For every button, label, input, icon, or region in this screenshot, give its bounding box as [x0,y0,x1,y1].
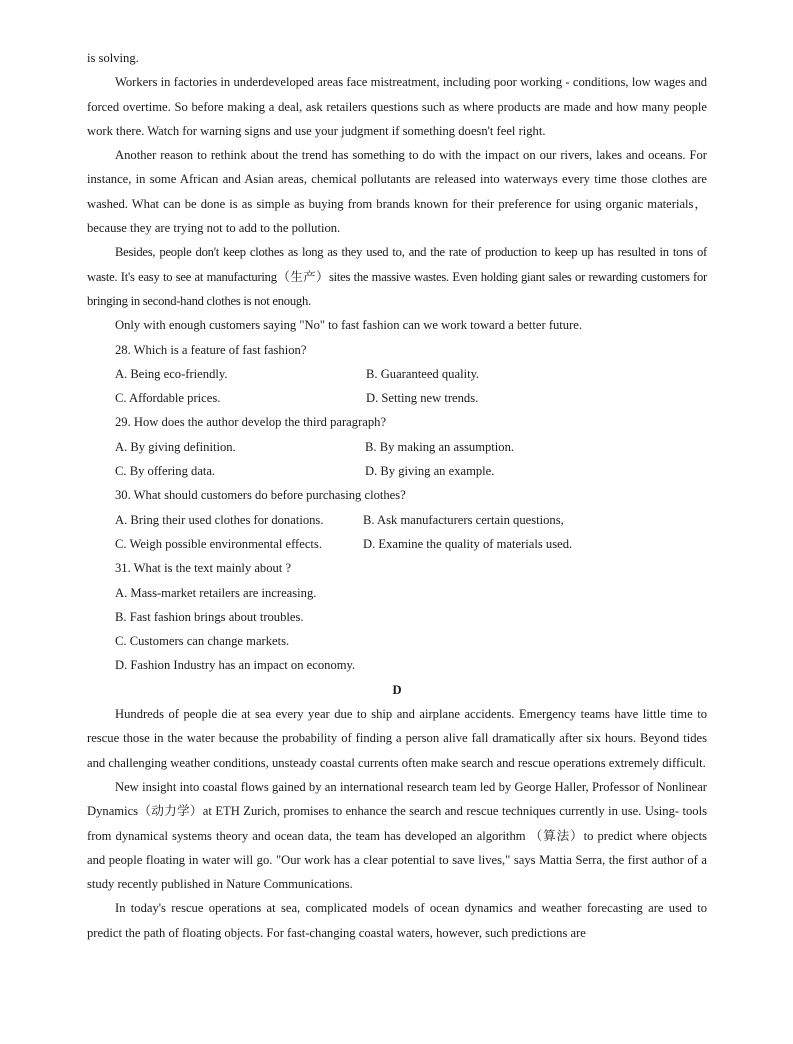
question-stem: 29. How does the author develop the third paragraph? [115,415,387,430]
option-c[interactable]: C. Affordable prices. [115,391,221,406]
option-d[interactable]: D. Examine the quality of materials used. [363,536,573,551]
option-b[interactable]: B. By making an assumption. [365,439,515,454]
question-stem: 31. What is the text mainly about ? [115,561,292,576]
passage-c-paragraph-2: Another reason to rethink about the trend has something to do with the impact on our rivers, lakes and oceans. For instance, in some African and Asian areas, chemical pollutants are released into waterways every time those clothes are washed. What can be done is as simple as buying from brands known for their preference for using organic materials， because they are trying not to add to the pollution. [87,148,707,236]
option-b[interactable]: B. Ask manufacturers certain questions, [363,512,564,527]
section-heading: D [392,682,402,697]
question-stem: 28. Which is a feature of fast fashion? [115,342,307,357]
passage-c-paragraph-3: Besides, people don't keep clothes as long as they used to, and the rate of production to keep up has resulted in tons of waste. It's easy to see at manufacturing（生产）sites the massive wastes. Even holding giant sales or rewarding customers for bringing in second-hand clothes is not enough. [87,245,707,308]
option-c[interactable]: C. Customers can change markets. [115,634,290,649]
question-29 [87,410,707,483]
option-d[interactable]: D. By giving an example. [365,464,495,479]
option-a[interactable]: A. Mass-market retailers are increasing. [115,585,317,600]
passage-c-paragraph-4: Only with enough customers saying "No" to fast fashion can we work toward a better future. [115,318,583,333]
passage-d-paragraph-1: Hundreds of people die at sea every year due to ship and airplane accidents. Emergency teams have little time to rescue those in the water because the probability of finding a person alive fall dramatically after six hours. Beyond tides and challenging weather conditions, unsteady coastal currents often make search and rescue operations extremely difficult. [87,707,707,770]
option-b[interactable]: B. Fast fashion brings about troubles. [115,609,304,624]
question-30 [87,483,707,556]
passage-d-paragraph-3: In today's rescue operations at sea, complicated models of ocean dynamics and weather forecasting are used to predict the path of floating objects. For fast-changing coastal waters, however, such predictions are [87,901,707,940]
passage-c-paragraph-1: Workers in factories in underdeveloped areas face mistreatment, including poor working - conditions, low wages and forced overtime. So before making a deal, ask retailers questions such as where products are made and how many people work there. Watch for warning signs and use your judgment if something doesn't feel right. [87,75,707,138]
option-a[interactable]: A. Bring their used clothes for donations. [115,512,324,527]
option-a[interactable]: A. By giving definition. [115,439,236,454]
question-31 [87,556,707,677]
option-b[interactable]: B. Guaranteed quality. [366,366,480,381]
option-c[interactable]: C. By offering data. [115,464,216,479]
passage-d-paragraph-2: New insight into coastal flows gained by an international research team led by George Haller, Professor of Nonlinear Dynamics（动力学）at ETH Zurich, promises to enhance the search and rescue techniques currently in use. Using- tools from dynamical systems theory and ocean data, the team has developed an algorithm （算法）to predict where objects and people floating in water will go. "Our work has a clear potential to save lives," says Mattia Serra, the first author of a study recently published in Nature Communications. [87,779,707,892]
option-c[interactable]: C. Weigh possible environmental effects. [115,536,322,551]
option-a[interactable]: A. Being eco-friendly. [115,366,228,381]
question-stem: 30. What should customers do before purchasing clothes? [115,488,406,503]
option-d[interactable]: D. Setting new trends. [366,391,479,406]
document-page [87,46,707,945]
option-d[interactable]: D. Fashion Industry has an impact on economy. [115,658,356,673]
passage-c-paragraph-0: is solving. [87,51,139,65]
question-28 [87,338,707,411]
